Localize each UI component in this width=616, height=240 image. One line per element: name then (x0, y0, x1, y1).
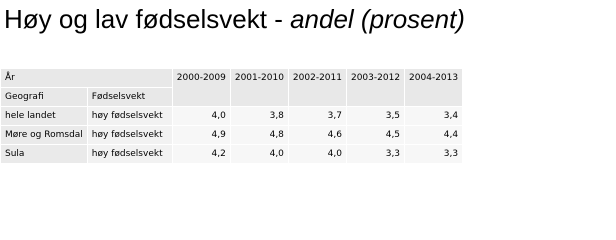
value-cell: 3,3 (347, 145, 404, 163)
value-cell: 3,3 (405, 145, 462, 163)
value-cell: 3,5 (347, 107, 404, 125)
value-cell: 4,2 (173, 145, 230, 163)
year-header-label: År (1, 69, 172, 87)
value-cell: 3,4 (405, 107, 462, 125)
row-geography: hele landet (1, 107, 87, 125)
table-row (1, 126, 462, 144)
table-row (1, 145, 462, 163)
value-cell: 3,7 (289, 107, 346, 125)
value-cell: 4,0 (231, 145, 288, 163)
statistics-table (0, 68, 463, 164)
value-cell: 3,8 (231, 107, 288, 125)
table-header-row-years (1, 69, 462, 87)
birthweight-header: Fødselsvekt (88, 88, 172, 106)
value-cell: 4,8 (231, 126, 288, 144)
value-cell: 4,9 (173, 126, 230, 144)
table-row (1, 107, 462, 125)
year-column-header: 2000-2009 (173, 69, 230, 106)
row-geography: Møre og Romsdal (1, 126, 87, 144)
value-cell: 4,0 (289, 145, 346, 163)
row-birthweight: høy fødselsvekt (88, 107, 172, 125)
year-column-header: 2003-2012 (347, 69, 404, 106)
geography-header: Geografi (1, 88, 87, 106)
year-column-header: 2002-2011 (289, 69, 346, 106)
year-column-header: 2004-2013 (405, 69, 462, 106)
value-cell: 4,5 (347, 126, 404, 144)
value-cell: 4,0 (173, 107, 230, 125)
year-column-header: 2001-2010 (231, 69, 288, 106)
page-title (4, 3, 465, 35)
row-birthweight: høy fødselsvekt (88, 145, 172, 163)
page-title-main: Høy og lav fødselsvekt - (4, 4, 291, 34)
value-cell: 4,6 (289, 126, 346, 144)
row-birthweight: høy fødselsvekt (88, 126, 172, 144)
value-cell: 4,4 (405, 126, 462, 144)
row-geography: Sula (1, 145, 87, 163)
page-title-italic: andel (prosent) (290, 4, 465, 34)
